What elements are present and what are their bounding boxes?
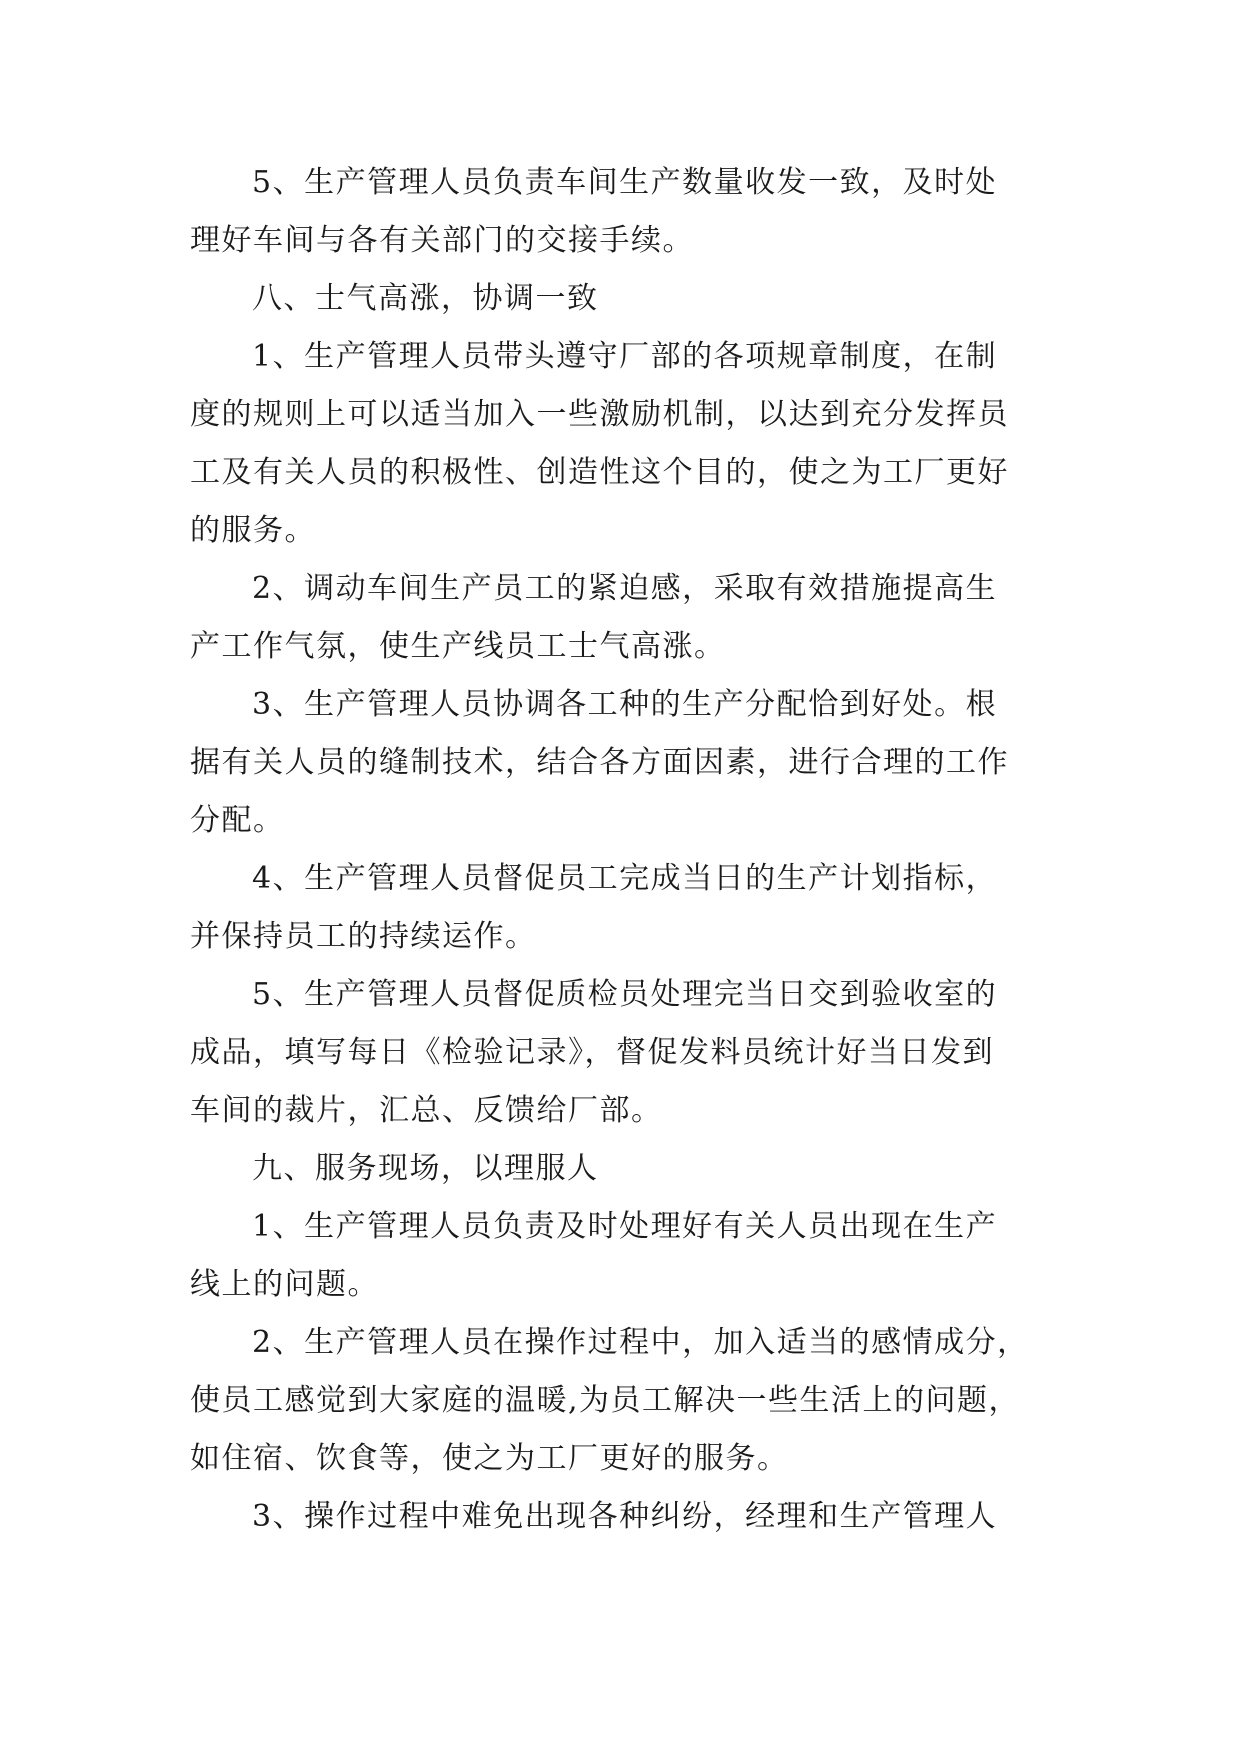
paragraph-line: 工及有关人员的积极性、创造性这个目的，使之为工厂更好 xyxy=(190,455,1009,490)
paragraph-line: 如住宿、饮食等，使之为工厂更好的服务。 xyxy=(190,1441,789,1476)
section-heading: 九、服务现场，以理服人 xyxy=(252,1151,599,1186)
paragraph-line: 线上的问题。 xyxy=(190,1267,379,1302)
section-heading: 八、士气高涨，协调一致 xyxy=(252,281,599,316)
paragraph-line: 2、调动车间生产员工的紧迫感，采取有效措施提高生 xyxy=(252,571,998,606)
paragraph-line: 车间的裁片，汇总、反馈给厂部。 xyxy=(190,1093,663,1128)
paragraph-line: 1、生产管理人员带头遵守厂部的各项规章制度，在制 xyxy=(252,339,998,374)
paragraph-line: 4、生产管理人员督促员工完成当日的生产计划指标， xyxy=(252,861,998,896)
paragraph-line: 并保持员工的持续运作。 xyxy=(190,919,537,954)
paragraph-line: 5、生产管理人员督促质检员处理完当日交到验收室的 xyxy=(252,977,998,1012)
paragraph-line: 1、生产管理人员负责及时处理好有关人员出现在生产 xyxy=(252,1209,998,1244)
paragraph-line: 2、生产管理人员在操作过程中，加入适当的感情成分， xyxy=(252,1325,1029,1360)
paragraph-line: 3、操作过程中难免出现各种纠纷，经理和生产管理人 xyxy=(252,1499,998,1534)
paragraph-line: 分配。 xyxy=(190,803,285,838)
paragraph-line: 据有关人员的缝制技术，结合各方面因素，进行合理的工作 xyxy=(190,745,1009,780)
paragraph-line: 的服务。 xyxy=(190,513,316,548)
paragraph-line: 产工作气氛，使生产线员工士气高涨。 xyxy=(190,629,726,664)
paragraph-line: 5、生产管理人员负责车间生产数量收发一致，及时处 xyxy=(252,165,998,200)
paragraph-line: 度的规则上可以适当加入一些激励机制，以达到充分发挥员 xyxy=(190,397,1009,432)
paragraph-line: 3、生产管理人员协调各工种的生产分配恰到好处。根 xyxy=(252,687,998,722)
paragraph-line: 成品，填写每日《检验记录》，督促发料员统计好当日发到 xyxy=(190,1035,994,1070)
paragraph-line: 理好车间与各有关部门的交接手续。 xyxy=(190,223,694,258)
paragraph-line: 使员工感觉到大家庭的温暖,为员工解决一些生活上的问题， xyxy=(190,1383,1021,1418)
